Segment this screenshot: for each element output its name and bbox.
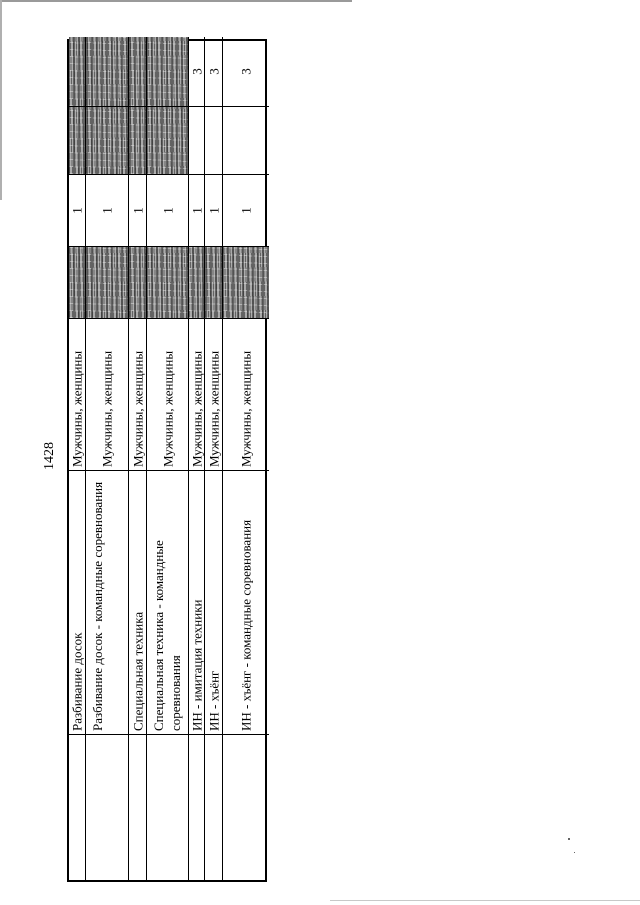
- empty-cell: [129, 734, 146, 880]
- shaded-cell: [69, 37, 85, 106]
- gender-cell: [69, 318, 85, 470]
- discipline-cell: [69, 470, 85, 734]
- count-cell: [69, 174, 85, 246]
- count-cell: [189, 174, 204, 246]
- empty-cell: [223, 106, 269, 174]
- table-row: [129, 37, 147, 880]
- discipline-name: ИН - имитация техники: [189, 599, 204, 731]
- discipline-name: Разбивание досок: [69, 632, 85, 731]
- extra-cell: [189, 37, 204, 106]
- count-cell: [205, 174, 222, 246]
- count-value: 1: [206, 207, 221, 214]
- rotated-table-wrapper: [67, 39, 267, 882]
- shaded-cell: [86, 37, 128, 106]
- table-row: [205, 37, 223, 880]
- shaded-cell: [147, 37, 188, 106]
- shaded-cell: [129, 37, 146, 106]
- discipline-name: Специальная техника - командные соревнования: [151, 540, 183, 731]
- count-value: 1: [189, 207, 204, 214]
- shaded-cell: [69, 246, 85, 318]
- gender-cell: [189, 318, 204, 470]
- discipline-cell: [189, 470, 204, 734]
- shaded-cell: [189, 246, 204, 318]
- page-edge-top: [0, 0, 352, 2]
- shaded-cell: [147, 106, 188, 174]
- count-value: 1: [160, 207, 175, 214]
- shaded-cell: [129, 246, 146, 318]
- count-cell: [223, 174, 269, 246]
- gender-cell: [147, 318, 188, 470]
- gender-cell: [223, 318, 269, 470]
- discipline-name: ИН - хъёнг: [206, 670, 221, 731]
- scan-speck: [574, 852, 575, 853]
- count-value: 1: [99, 207, 115, 214]
- count-cell: [86, 174, 128, 246]
- discipline-cell: [223, 470, 269, 734]
- table-row: [69, 37, 86, 880]
- scan-speck: [568, 838, 570, 840]
- page-edge-left: [0, 0, 2, 200]
- extra-cell: [223, 37, 269, 106]
- gender-text: Мужчины, женщины: [206, 350, 221, 467]
- page-edge-bottom: [330, 900, 640, 901]
- shaded-cell: [86, 106, 128, 174]
- shaded-cell: [147, 246, 188, 318]
- table-row: [189, 37, 205, 880]
- discipline-cell: [86, 470, 128, 734]
- shaded-cell: [129, 106, 146, 174]
- gender-text: Мужчины, женщины: [160, 350, 175, 467]
- gender-cell: [205, 318, 222, 470]
- empty-cell: [189, 734, 204, 880]
- table-row: [147, 37, 189, 880]
- shaded-cell: [86, 246, 128, 318]
- gender-text: Мужчины, женщины: [69, 350, 85, 467]
- discipline-cell: [205, 470, 222, 734]
- empty-cell: [223, 734, 269, 880]
- gender-text: Мужчины, женщины: [238, 350, 254, 467]
- gender-text: Мужчины, женщины: [130, 350, 145, 467]
- sports-discipline-table: [67, 39, 267, 882]
- empty-cell: [147, 734, 188, 880]
- gender-text: Мужчины, женщины: [189, 350, 204, 467]
- count-value: 1: [69, 207, 85, 214]
- count-cell: [147, 174, 188, 246]
- empty-cell: [205, 734, 222, 880]
- discipline-cell: [129, 470, 146, 734]
- empty-cell: [205, 106, 222, 174]
- gender-cell: [129, 318, 146, 470]
- discipline-name: ИН - хъёнг - командные соревнования: [238, 519, 254, 731]
- table-row: [86, 37, 129, 880]
- page-number: 1428: [42, 442, 57, 470]
- extra-value: 3: [238, 68, 254, 75]
- discipline-name: Специальная техника: [130, 611, 145, 731]
- empty-cell: [86, 734, 128, 880]
- count-cell: [129, 174, 146, 246]
- empty-cell: [69, 734, 85, 880]
- shaded-cell: [205, 246, 222, 318]
- discipline-name: Разбивание досок - командные соревнования: [90, 481, 105, 731]
- shaded-cell: [69, 106, 85, 174]
- shaded-cell: [223, 246, 269, 318]
- count-value: 1: [130, 207, 145, 214]
- table-row: [223, 37, 269, 880]
- empty-cell: [189, 106, 204, 174]
- gender-text: Мужчины, женщины: [99, 350, 115, 467]
- extra-value: 3: [189, 68, 204, 75]
- discipline-cell: [147, 470, 188, 734]
- extra-cell: [205, 37, 222, 106]
- gender-cell: [86, 318, 128, 470]
- extra-value: 3: [206, 68, 221, 75]
- count-value: 1: [238, 207, 254, 214]
